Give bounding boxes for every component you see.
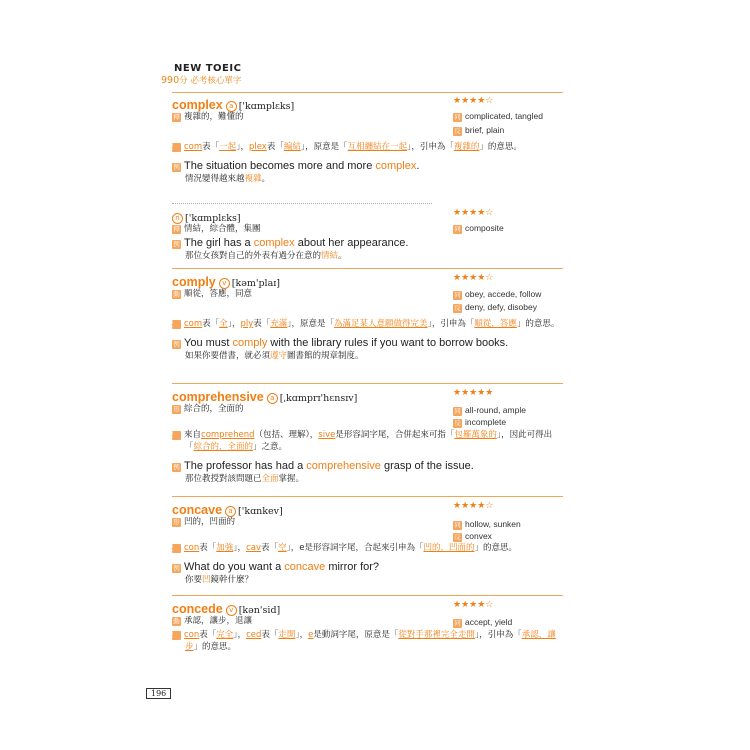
phonetic: [kəm'plaɪ] [231, 278, 280, 289]
etym-text: 表「 [202, 142, 220, 152]
phonetic: [ˌkɑmprɪ'hɛnsɪv] [279, 393, 358, 404]
example-translation [172, 173, 563, 185]
etym-text: 表「 [260, 543, 278, 553]
entry-complex-adj [166, 94, 563, 185]
translation-text: 那位教授對該問題已 [185, 474, 262, 484]
phonetic: [kən'sid] [238, 605, 281, 616]
etym-text: 」， [227, 319, 241, 329]
etym-text: 」，e是形容詞字尾，合起來引申為「 [286, 543, 424, 553]
etym-meaning: 空 [278, 543, 287, 553]
antonym-icon: 反 [454, 534, 461, 541]
synonyms: obey, accede, follow [465, 289, 542, 299]
etym-meaning: 加強 [216, 543, 234, 553]
antonym-icon: 反 [454, 128, 461, 135]
example-sentence [172, 236, 563, 250]
etym-meaning: 互相纏結在一起 [347, 142, 408, 152]
definition-tag-icon: 形 [173, 405, 180, 413]
example-sentence [172, 560, 563, 574]
example-keyword: complex [375, 160, 417, 172]
etym-meaning: 綜合的，全面的 [193, 442, 254, 452]
subtitle-number: 990 [161, 75, 180, 86]
phonetic: ['kɑmplɛks] [238, 101, 295, 112]
star-rating: ★★★★☆ [453, 501, 494, 511]
etym-text: 是動詞字尾，原意是「 [313, 630, 399, 640]
etym-meaning: 凹的，凹面的 [423, 543, 475, 553]
etym-meaning: 走開 [278, 630, 296, 640]
synonym-icon: 同 [454, 408, 461, 415]
translation-text: 你要 [185, 575, 203, 585]
etym-root: con [184, 630, 200, 640]
definition: 承認，讓步，退讓 [184, 616, 253, 626]
antonyms: convex [465, 531, 492, 541]
headword: complex [172, 98, 223, 112]
divider [172, 595, 563, 596]
etym-text: 表「 [261, 630, 279, 640]
etym-meaning: 編結 [283, 142, 301, 152]
etym-text: （包括、理解）， [254, 430, 319, 440]
etym-text: 」，因此可得出「 [185, 430, 553, 452]
etymology [166, 542, 563, 554]
etym-text: 」，引申為「 [427, 319, 475, 329]
etym-text: 」的意思。 [474, 543, 518, 553]
translation-text: 情況變得越來越 [185, 174, 245, 184]
etym-meaning: 為滿足某人意願做得完美 [334, 319, 428, 329]
example-sentence [172, 459, 563, 473]
etym-root: comprehend [201, 430, 255, 440]
translation-text: 如果你要借書，就必須 [185, 351, 271, 361]
etym-text: 」，原意是「 [287, 319, 335, 329]
etym-text: 」，引申為「 [474, 630, 522, 640]
synonym-icon: 同 [454, 522, 461, 529]
translation-text: 。 [261, 174, 271, 184]
translation-text: 。 [338, 251, 347, 261]
definition-tag-icon: 釋 [173, 113, 180, 121]
memory-icon: 記 [172, 143, 181, 152]
translation-keyword: 情結 [321, 251, 339, 261]
synonyms: accept, yield [465, 617, 513, 627]
example-icon: 例 [173, 341, 180, 348]
example-text: with the library rules if you want to borrow books. [267, 337, 509, 349]
pos-badge: a [225, 506, 236, 517]
star-rating: ★★★★☆ [453, 600, 494, 610]
divider [172, 92, 563, 93]
etym-root: e [308, 630, 314, 640]
headword: concede [172, 602, 223, 616]
memory-icon: 記 [172, 431, 181, 440]
etym-meaning: 承認，讓步 [185, 630, 556, 652]
example-translation [172, 574, 563, 586]
etymology [166, 629, 563, 653]
example-text: The situation becomes more and more [184, 160, 376, 172]
etym-root: sive [318, 430, 336, 440]
etym-text: 」，引申為「 [407, 142, 454, 152]
star-rating: ★★★★☆ [453, 273, 494, 283]
etym-text: 」的意思。 [193, 642, 237, 652]
etym-text: 」， [295, 630, 309, 640]
star-rating: ★★★★☆ [453, 208, 494, 218]
etym-meaning: 順從，答應 [474, 319, 517, 329]
definition: 情結，綜合體，集團 [184, 224, 261, 234]
example-text: grasp of the issue. [380, 460, 474, 472]
entry-comply [166, 271, 563, 362]
example-text: about her appearance. [294, 237, 409, 249]
definition: 綜合的，全面的 [184, 404, 244, 414]
memory-icon: 記 [172, 320, 181, 329]
definition: 複雜的，難懂的 [184, 112, 244, 122]
etym-text: 」之意。 [253, 442, 288, 452]
example-keyword: concave [284, 561, 326, 573]
example-sentence [172, 159, 563, 173]
synonyms: composite [465, 223, 504, 233]
example-text: mirror for? [325, 561, 380, 573]
antonyms: brief, plain [465, 125, 505, 135]
synonym-icon: 同 [454, 620, 461, 627]
synonyms: all-round, ample [465, 405, 526, 415]
etym-text: 表「 [199, 630, 217, 640]
antonym-icon: 反 [454, 420, 461, 427]
translation-keyword: 凹 [202, 575, 211, 585]
etym-text: 」， [233, 543, 247, 553]
example-text: The girl has a [184, 237, 254, 249]
etym-text: 」的意思。 [479, 142, 522, 152]
example-translation [172, 250, 563, 262]
translation-text: 圖書館的規章制度。 [287, 351, 364, 361]
etym-meaning: 包羅萬象的 [454, 430, 497, 440]
etym-meaning: 從對手那裡完全走開 [398, 630, 475, 640]
etym-root: plex [248, 142, 267, 152]
phonetic: ['kɑnkev] [238, 506, 283, 517]
etymology [166, 429, 563, 453]
definition-tag-icon: 形 [173, 518, 180, 526]
etym-root: con [184, 543, 200, 553]
etym-text: 來自 [184, 430, 202, 440]
headword: concave [172, 503, 223, 517]
example-text: The professor has had a [184, 460, 307, 472]
etym-text: 」的意思。 [516, 319, 560, 329]
example-keyword: comply [232, 337, 268, 349]
entry-comprehensive [166, 386, 563, 485]
synonyms: complicated, tangled [465, 111, 543, 121]
entry-concave [166, 499, 563, 586]
etym-root: ced [246, 630, 262, 640]
etym-root: com [184, 319, 203, 329]
pos-badge: a [267, 393, 278, 404]
memory-icon: 記 [172, 631, 181, 640]
page-number: 196 [146, 688, 171, 699]
phonetic: ['kɑmplɛks] [185, 213, 241, 224]
book-subtitle [161, 74, 241, 86]
antonym-icon: 反 [454, 305, 461, 312]
etym-text: 」， [236, 142, 249, 152]
pos-badge: a [226, 101, 237, 112]
dotted-divider [172, 203, 432, 204]
definition: 順從，答應，同意 [184, 289, 253, 299]
etym-root: ply [240, 319, 254, 329]
translation-text: 掌握。 [278, 474, 305, 484]
antonyms: deny, defy, disobey [465, 302, 537, 312]
example-keyword: complex [253, 237, 295, 249]
etym-text: 表「 [253, 319, 271, 329]
etym-meaning: 充滿 [270, 319, 288, 329]
etym-root: cav [246, 543, 261, 553]
example-icon: 例 [173, 565, 180, 572]
headword: comply [172, 275, 216, 289]
etym-text: 」，原意是「 [300, 142, 348, 152]
etym-text: 是形容詞字尾，合併起來可指「 [335, 430, 455, 440]
book-title: NEW TOEIC [174, 63, 242, 74]
divider [172, 383, 563, 384]
etym-meaning: 複雜的 [453, 142, 480, 152]
translation-keyword: 複雜 [244, 174, 262, 184]
etym-text: 表「 [199, 543, 217, 553]
etym-meaning: 完全 [216, 630, 234, 640]
subtitle-text: 分 必考核心單字 [179, 76, 242, 86]
star-rating: ★★★★★ [453, 388, 494, 398]
definition-tag-icon: 動 [173, 290, 180, 298]
example-sentence [172, 336, 563, 350]
definition-tag-icon: 釋 [173, 225, 180, 233]
etymology [166, 141, 563, 153]
etym-meaning: 全 [219, 319, 228, 329]
memory-icon: 記 [172, 544, 181, 553]
translation-keyword: 全面 [261, 474, 279, 484]
example-text: . [416, 160, 420, 172]
example-translation [172, 350, 563, 362]
etymology [166, 318, 563, 330]
example-icon: 例 [173, 241, 180, 248]
headword: comprehensive [172, 390, 264, 404]
example-translation [172, 473, 563, 485]
synonym-icon: 同 [454, 292, 461, 299]
etym-root: com [184, 142, 203, 152]
pos-badge: n [172, 213, 183, 224]
antonyms: incomplete [465, 417, 507, 427]
synonym-icon: 同 [454, 114, 461, 121]
pos-badge: v [219, 278, 230, 289]
divider [172, 496, 563, 497]
translation-text: 鏡幹什麼？ [210, 575, 254, 585]
synonym-icon: 同 [454, 226, 461, 233]
example-text: What do you want a [184, 561, 285, 573]
etym-meaning: 一起 [219, 142, 237, 152]
translation-keyword: 遵守 [270, 351, 288, 361]
star-rating: ★★★★☆ [453, 96, 494, 106]
divider [172, 268, 563, 269]
entry-complex-noun [172, 206, 563, 262]
etym-text: 」， [233, 630, 247, 640]
example-text: You must [184, 337, 233, 349]
etym-text: 表「 [202, 319, 220, 329]
translation-text: 那位女孩對自己的外表有過分在意的 [185, 251, 322, 261]
example-keyword: comprehensive [306, 460, 381, 472]
definition-tag-icon: 動 [173, 617, 180, 625]
definition: 凹的，凹面的 [184, 517, 236, 527]
entry-concede [166, 598, 563, 653]
pos-badge: v [226, 605, 237, 616]
example-icon: 例 [173, 464, 180, 471]
synonyms: hollow, sunken [465, 519, 521, 529]
example-icon: 例 [173, 164, 180, 171]
etym-text: 表「 [266, 142, 284, 152]
